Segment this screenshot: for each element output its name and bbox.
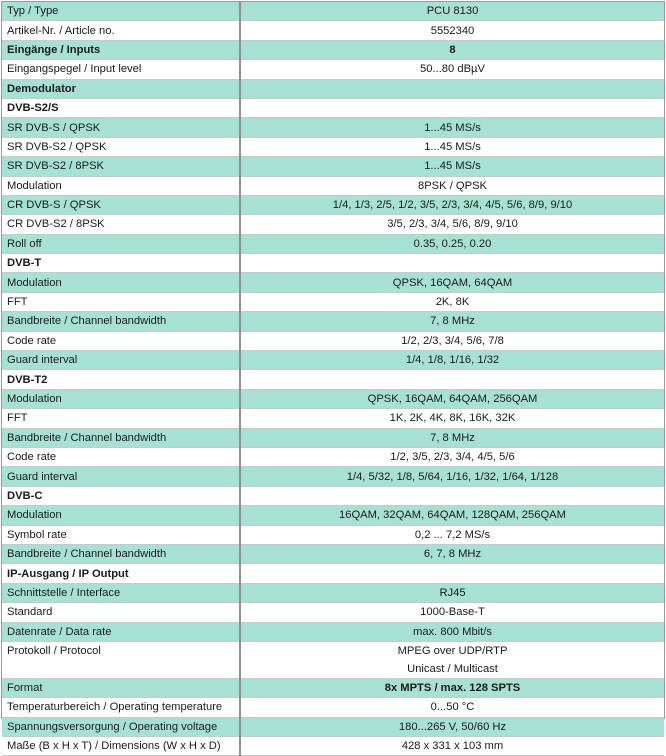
row-label: CR DVB-S / QPSK (2, 195, 240, 214)
table-row (2, 622, 664, 641)
row-value: 1/4, 5/32, 1/8, 5/64, 1/16, 1/32, 1/64, 1/128 (240, 467, 664, 486)
row-value: 1/4, 1/8, 1/16, 1/32 (240, 351, 664, 370)
row-label: Symbol rate (2, 525, 240, 544)
protocol-line-1: MPEG over UDP/RTP (397, 644, 508, 657)
row-label: Bandbreite / Channel bandwidth (2, 428, 240, 447)
row-value: 1000-Base-T (240, 603, 664, 622)
row-value: 3/5, 2/3, 3/4, 5/6, 8/9, 9/10 (240, 215, 664, 234)
row-value: 7, 8 MHz (240, 312, 664, 331)
section-header (2, 79, 664, 98)
table-row (2, 2, 664, 21)
row-label: Temperaturbereich / Operating temperature (2, 698, 240, 717)
row-label: Modulation (2, 273, 240, 292)
row-value (240, 254, 664, 273)
table-row (2, 312, 664, 331)
row-value: 1/2, 3/5, 2/3, 3/4, 4/5, 5/6 (240, 447, 664, 466)
table-row (2, 215, 664, 234)
table-row (2, 389, 664, 408)
row-value: QPSK, 16QAM, 64QAM, 256QAM (240, 389, 664, 408)
table-row (2, 137, 664, 156)
section-header (2, 564, 664, 583)
row-label: Spannungsversorgung / Operating voltage (2, 717, 240, 736)
table-row (2, 234, 664, 253)
section-title: IP-Ausgang / IP Output (2, 564, 240, 583)
table-row (2, 292, 664, 311)
table-row (2, 678, 664, 697)
table-row (2, 428, 664, 447)
row-value: 50...80 dBµV (240, 60, 664, 79)
table-row (2, 195, 664, 214)
spec-sheet (1, 1, 665, 753)
row-value: 0,2 ... 7,2 MS/s (240, 525, 664, 544)
row-value: 180...265 V, 50/60 Hz (240, 717, 664, 736)
table-row (2, 331, 664, 350)
protocol-line-2: Unicast / Multicast (407, 662, 498, 675)
section-title: DVB-T (2, 254, 240, 273)
row-label: SR DVB-S2 / 8PSK (2, 157, 240, 176)
row-value: max. 800 Mbit/s (240, 622, 664, 641)
table-row (2, 176, 664, 195)
row-label: Modulation (2, 506, 240, 525)
table-row (2, 583, 664, 602)
row-value: 8 (240, 40, 664, 59)
row-value: 2K, 8K (240, 292, 664, 311)
row-value: PCU 8130 (240, 2, 664, 21)
row-value: 1/4, 1/3, 2/5, 1/2, 3/5, 2/3, 3/4, 4/5, 5/6, 8/9, 9/10 (240, 195, 664, 214)
row-label: Artikel-Nr. / Article no. (2, 21, 240, 40)
section-header (2, 98, 664, 117)
row-label: Modulation (2, 176, 240, 195)
table-row (2, 40, 664, 59)
section-header (2, 370, 664, 389)
row-value (240, 564, 664, 583)
specification-table (2, 2, 664, 756)
row-label: FFT (2, 292, 240, 311)
row-label: Code rate (2, 331, 240, 350)
row-value (240, 370, 664, 389)
row-label: SR DVB-S / QPSK (2, 118, 240, 137)
row-value: 8PSK / QPSK (240, 176, 664, 195)
row-value: 0.35, 0.25, 0.20 (240, 234, 664, 253)
section-title: Demodulator (2, 79, 240, 98)
table-row (2, 351, 664, 370)
row-label: Schnittstelle / Interface (2, 583, 240, 602)
table-row (2, 544, 664, 563)
row-value (240, 79, 664, 98)
row-value: 1...45 MS/s (240, 157, 664, 176)
row-label: Modulation (2, 389, 240, 408)
row-label: Standard (2, 603, 240, 622)
row-label: Bandbreite / Channel bandwidth (2, 312, 240, 331)
table-row (2, 273, 664, 292)
row-label: Protokoll / Protocol (2, 641, 240, 678)
section-header (2, 254, 664, 273)
table-row (2, 641, 664, 678)
section-title: DVB-C (2, 486, 240, 505)
table-row (2, 447, 664, 466)
section-title: DVB-S2/S (2, 98, 240, 117)
row-value (240, 486, 664, 505)
table-row (2, 737, 664, 756)
row-value: 1K, 2K, 4K, 8K, 16K, 32K (240, 409, 664, 428)
row-label: Roll off (2, 234, 240, 253)
row-value: 7, 8 MHz (240, 428, 664, 447)
row-label: Eingänge / Inputs (2, 40, 240, 59)
row-value-multiline (240, 641, 664, 678)
row-value: 16QAM, 32QAM, 64QAM, 128QAM, 256QAM (240, 506, 664, 525)
row-label: Guard interval (2, 467, 240, 486)
row-label: Datenrate / Data rate (2, 622, 240, 641)
row-value: 5552340 (240, 21, 664, 40)
row-value (240, 98, 664, 117)
table-row (2, 467, 664, 486)
row-label: Eingangspegel / Input level (2, 60, 240, 79)
table-row (2, 21, 664, 40)
row-label: SR DVB-S2 / QPSK (2, 137, 240, 156)
section-title: DVB-T2 (2, 370, 240, 389)
row-value: 1...45 MS/s (240, 118, 664, 137)
row-label: Bandbreite / Channel bandwidth (2, 544, 240, 563)
row-value: 6, 7, 8 MHz (240, 544, 664, 563)
table-row (2, 118, 664, 137)
row-label: Typ / Type (2, 2, 240, 21)
row-label: CR DVB-S2 / 8PSK (2, 215, 240, 234)
table-row (2, 409, 664, 428)
table-row (2, 60, 664, 79)
row-label: FFT (2, 409, 240, 428)
table-row (2, 506, 664, 525)
row-label: Guard interval (2, 351, 240, 370)
row-value: RJ45 (240, 583, 664, 602)
row-value: 1/2, 2/3, 3/4, 5/6, 7/8 (240, 331, 664, 350)
table-row (2, 157, 664, 176)
section-header (2, 486, 664, 505)
row-label: Maße (B x H x T) / Dimensions (W x H x D) (2, 737, 240, 756)
row-label: Code rate (2, 447, 240, 466)
row-value: 8x MPTS / max. 128 SPTS (240, 678, 664, 697)
table-row (2, 698, 664, 717)
row-value: 428 x 331 x 103 mm (240, 737, 664, 756)
row-value: 1...45 MS/s (240, 137, 664, 156)
table-row (2, 717, 664, 736)
table-row (2, 525, 664, 544)
row-label: Format (2, 678, 240, 697)
row-value: QPSK, 16QAM, 64QAM (240, 273, 664, 292)
table-row (2, 603, 664, 622)
row-value: 0...50 °C (240, 698, 664, 717)
